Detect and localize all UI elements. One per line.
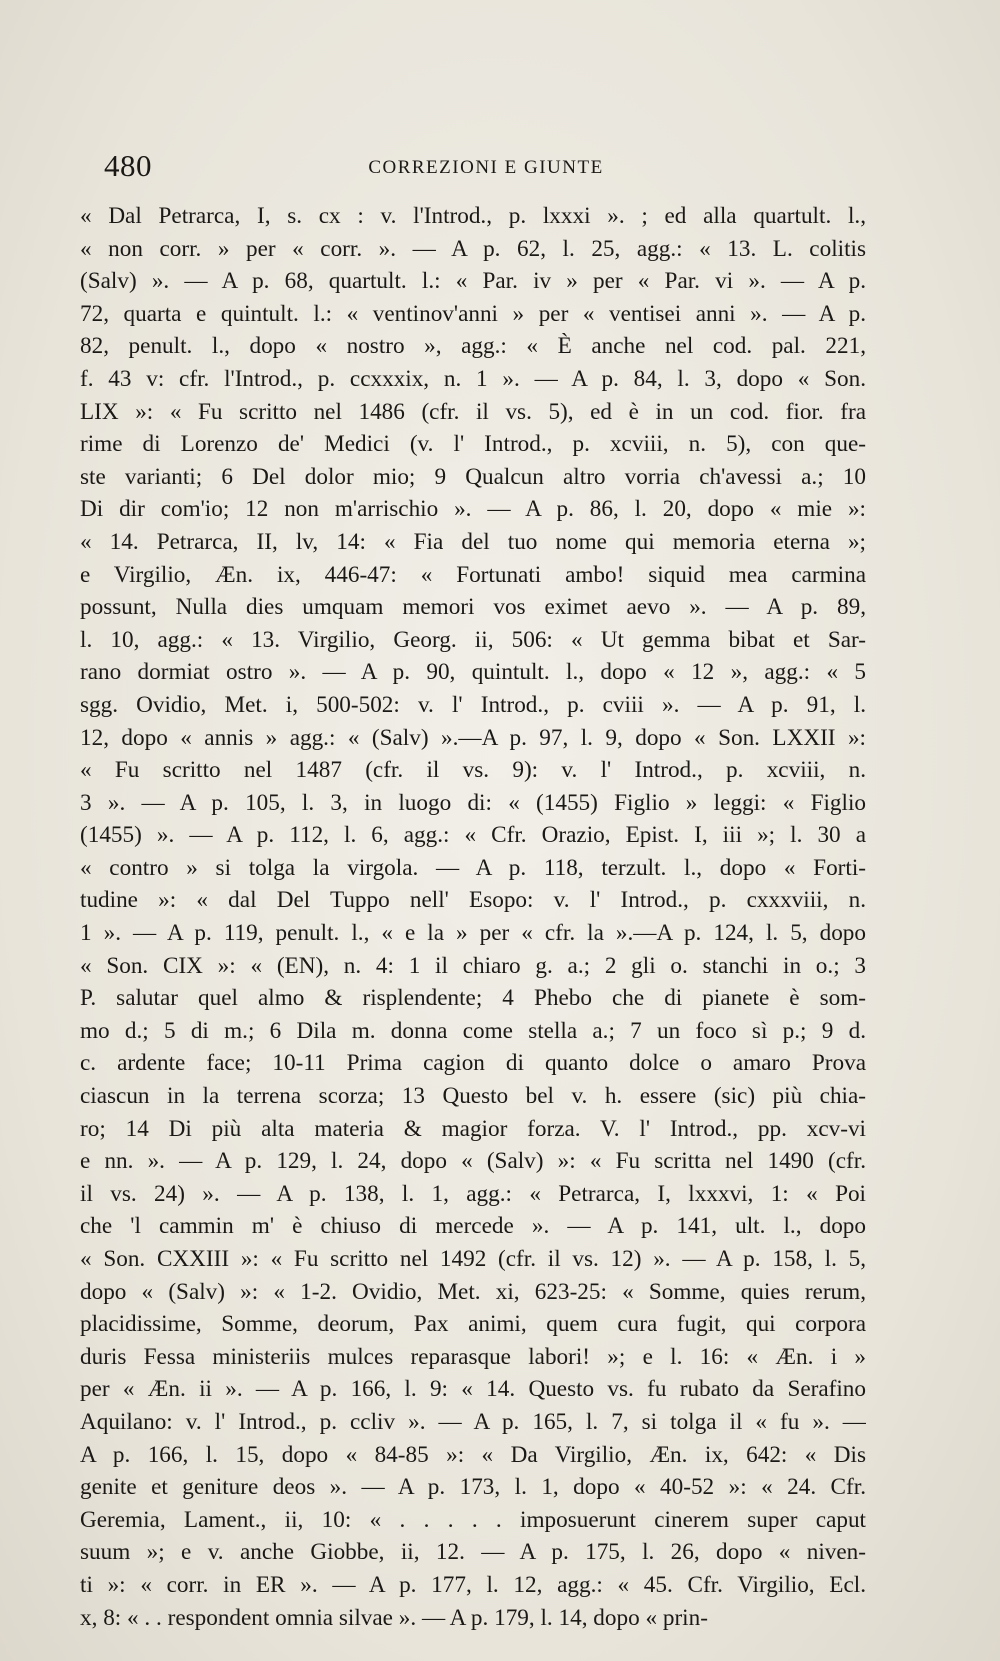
body-text	[80, 200, 866, 1634]
text-line: « 14. Petrarca, II, lv, 14: « Fia del tuo nome qui memoria eterna »;	[80, 528, 866, 555]
text-line: A p. 166, l. 15, dopo « 84-85 »: « Da Virgilio, Æn. ix, 642: « Dis	[80, 1441, 866, 1468]
text-line: ro; 14 Di più alta materia & magior forza. V. l' Introd., pp. xcv-vi	[80, 1115, 866, 1142]
text-line: rime di Lorenzo de' Medici (v. l' Introd., p. xcviii, n. 5), con que-	[80, 431, 866, 458]
text-line: 1 ». — A p. 119, penult. l., « e la » per « cfr. la ».—A p. 124, l. 5, dopo	[80, 920, 866, 947]
text-line: 82, penult. l., dopo « nostro », agg.: « È anche nel cod. pal. 221,	[80, 333, 866, 360]
text-line: f. 43 v: cfr. l'Introd., p. ccxxxix, n. 1 ». — A p. 84, l. 3, dopo « Son.	[80, 365, 866, 392]
text-line: per « Æn. ii ». — A p. 166, l. 9: « 14. Questo vs. fu rubato da Serafino	[80, 1376, 866, 1403]
text-line: Geremia, Lament., ii, 10: « . . . . . imposuerunt cinerem super caput	[80, 1506, 866, 1533]
page-header	[104, 148, 868, 188]
text-line: c. ardente face; 10-11 Prima cagion di quanto dolce o amaro Prova	[80, 1050, 866, 1077]
text-line: placidissime, Somme, deorum, Pax animi, quem cura fugit, qui corpora	[80, 1311, 866, 1338]
text-line: « Fu scritto nel 1487 (cfr. il vs. 9): v. l' Introd., p. xcviii, n.	[80, 757, 866, 784]
text-line: sgg. Ovidio, Met. i, 500-502: v. l' Introd., p. cviii ». — A p. 91, l.	[80, 691, 866, 718]
page-number: 480	[104, 148, 152, 183]
text-line: ciascun in la terrena scorza; 13 Questo bel v. h. essere (sic) più chia-	[80, 1083, 866, 1110]
text-line: e Virgilio, Æn. ix, 446-47: « Fortunati ambo! siquid mea carmina	[80, 561, 866, 588]
text-line: Aquilano: v. l' Introd., p. ccliv ». — A p. 165, l. 7, si tolga il « fu ». —	[80, 1408, 866, 1435]
text-line: che 'l cammin m' è chiuso di mercede ». — A p. 141, ult. l., dopo	[80, 1213, 866, 1240]
text-line: « non corr. » per « corr. ». — A p. 62, l. 25, agg.: « 13. L. colitis	[80, 235, 866, 262]
text-line: 12, dopo « annis » agg.: « (Salv) ».—A p. 97, l. 9, dopo « Son. LXXII »:	[80, 724, 866, 751]
text-line: « Son. CIX »: « (EN), n. 4: 1 il chiaro g. a.; 2 gli o. stanchi in o.; 3	[80, 952, 866, 979]
text-line: suum »; e v. anche Giobbe, ii, 12. — A p. 175, l. 26, dopo « niven-	[80, 1539, 866, 1566]
text-line: « Dal Petrarca, I, s. cx : v. l'Introd., p. lxxxi ». ; ed alla quartult. l.,	[80, 203, 866, 229]
text-line: duris Fessa ministeriis mulces reparasque labori! »; e l. 16: « Æn. i »	[80, 1343, 866, 1370]
text-line: e nn. ». — A p. 129, l. 24, dopo « (Salv) »: « Fu scritta nel 1490 (cfr.	[80, 1148, 866, 1175]
text-line: tudine »: « dal Del Tuppo nell' Esopo: v. l' Introd., p. cxxxviii, n.	[80, 887, 866, 914]
text-line: x, 8: « . . respondent omnia silvae ». — A p. 179, l. 14, dopo « prin-	[80, 1604, 708, 1631]
text-line: (1455) ». — A p. 112, l. 6, agg.: « Cfr. Orazio, Epist. I, iii »; l. 30 a	[80, 822, 866, 849]
text-line: possunt, Nulla dies umquam memori vos eximet aevo ». — A p. 89,	[80, 594, 866, 621]
text-line: « Son. CXXIII »: « Fu scritto nel 1492 (cfr. il vs. 12) ». — A p. 158, l. 5,	[80, 1246, 866, 1272]
text-line: P. salutar quel almo & risplendente; 4 Phebo che di pianete è som-	[80, 985, 866, 1012]
text-line: 3 ». — A p. 105, l. 3, in luogo di: « (1455) Figlio » leggi: « Figlio	[80, 789, 866, 816]
text-line: l. 10, agg.: « 13. Virgilio, Georg. ii, 506: « Ut gemma bibat et Sar-	[80, 626, 866, 653]
text-line: (Salv) ». — A p. 68, quartult. l.: « Par. iv » per « Par. vi ». — A p.	[80, 268, 866, 295]
text-line: rano dormiat ostro ». — A p. 90, quintult. l., dopo « 12 », agg.: « 5	[80, 659, 866, 686]
running-title: CORREZIONI E GIUNTE	[368, 157, 604, 178]
text-line: ti »: « corr. in ER ». — A p. 177, l. 12, agg.: « 45. Cfr. Virgilio, Ecl.	[80, 1571, 866, 1598]
text-line: il vs. 24) ». — A p. 138, l. 1, agg.: « Petrarca, I, lxxxvi, 1: « Poi	[80, 1180, 866, 1207]
text-line: ste varianti; 6 Del dolor mio; 9 Qualcun altro vorria ch'avessi a.; 10	[80, 463, 866, 490]
text-line: genite et geniture deos ». — A p. 173, l. 1, dopo « 40-52 »: « 24. Cfr.	[80, 1474, 866, 1501]
text-line: « contro » si tolga la virgola. — A p. 118, terzult. l., dopo « Forti-	[80, 854, 866, 881]
text-line: dopo « (Salv) »: « 1-2. Ovidio, Met. xi, 623-25: « Somme, quies rerum,	[80, 1278, 866, 1305]
text-line: mo d.; 5 di m.; 6 Dila m. donna come stella a.; 7 un foco sì p.; 9 d.	[80, 1017, 866, 1044]
text-line: Di dir com'io; 12 non m'arrischio ». — A p. 86, l. 20, dopo « mie »:	[80, 496, 866, 523]
text-line: LIX »: « Fu scritto nel 1486 (cfr. il vs. 5), ed è in un cod. fior. fra	[80, 398, 866, 425]
text-line: 72, quarta e quintult. l.: « ventinov'anni » per « ventisei anni ». — A p.	[80, 300, 866, 327]
